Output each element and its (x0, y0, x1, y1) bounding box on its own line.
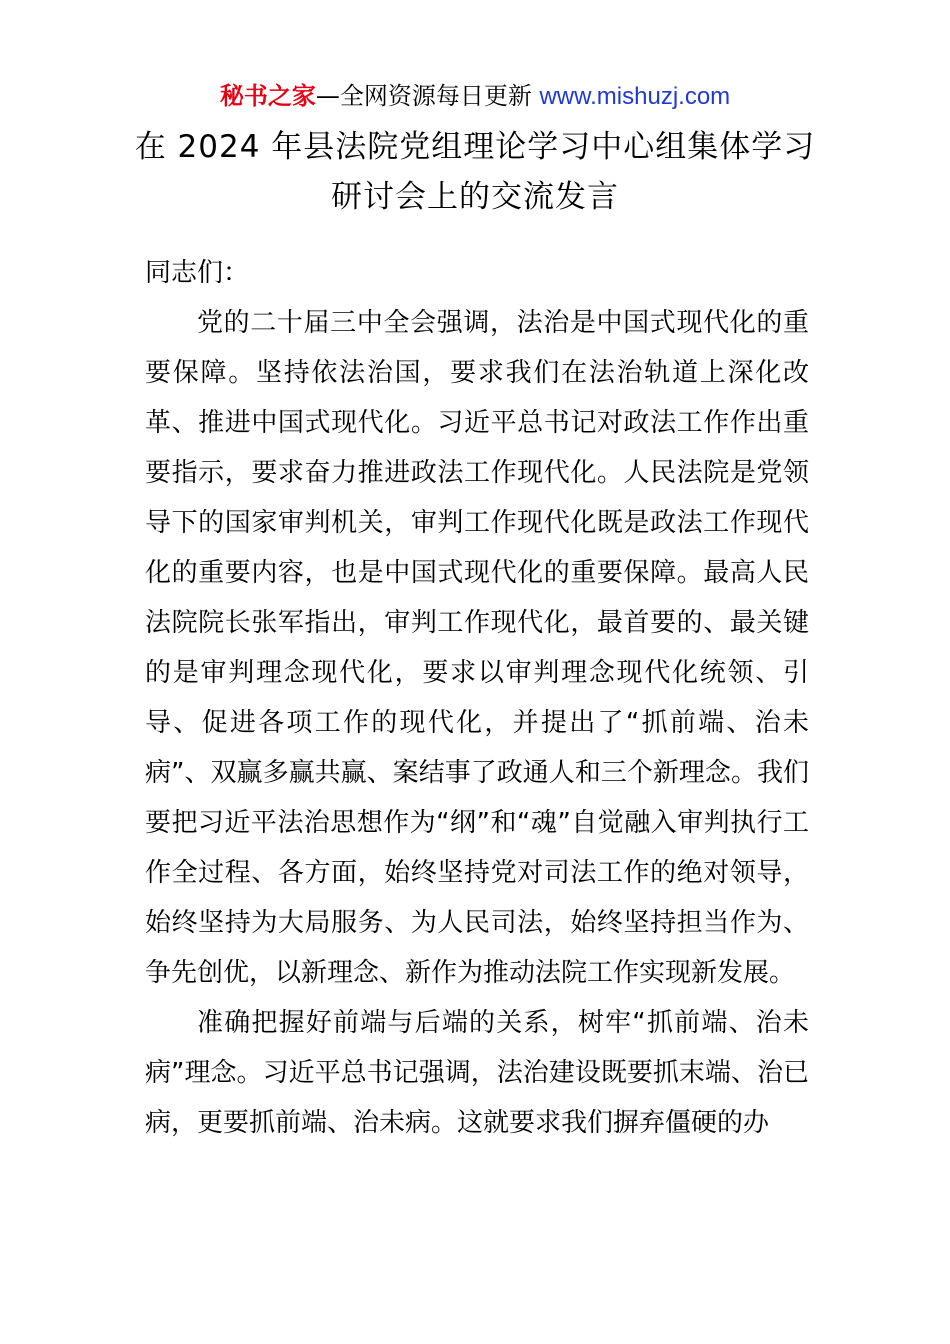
site-header (0, 78, 950, 115)
paragraph-1: 党的二十届三中全会强调，法治是中国式现代化的重要保障。坚持依法治国，要求我们在法治轨道上深化改革、推进中国式现代化。习近平总书记对政法工作作出重要指示，要求奋力推进政法工作现代化。人民法院是党领导下的国家审判机关，审判工作现代化既是政法工作现代化的重要内容，也是中国式现代化的重要保障。最高人民法院院长张军指出，审判工作现代化，最首要的、最关键的是审判理念现代化，要求以审判理念现代化统领、引导、促进各项工作的现代化，并提出了“抓前端、治未病”、双赢多赢共赢、案结事了政通人和三个新理念。我们要把习近平法治思想作为“纲”和“魂”自觉融入审判执行工作全过程、各方面，始终坚持党对司法工作的绝对领导，始终坚持为大局服务、为人民司法，始终坚持担当作为、争先创优，以新理念、新作为推动法院工作实现新发展。 (145, 308, 809, 988)
site-url[interactable]: www.mishuzj.com (539, 83, 731, 110)
paragraph-2: 准确把握好前端与后端的关系，树牢“抓前端、治未病”理念。习近平总书记强调，法治建设既要抓末端、治已病，更要抓前端、治未病。这就要求我们摒弃僵硬的办 (145, 1008, 809, 1138)
document-title-line-1: 在 2024 年县法院党组理论学习中心组集体学习 (134, 129, 816, 165)
site-tagline: —全网资源每日更新 (315, 82, 532, 110)
document-body (145, 248, 809, 1148)
document-title-line-2: 研讨会上的交流发言 (331, 179, 619, 215)
site-brand: 秘书之家 (219, 82, 316, 110)
document-title (120, 122, 830, 222)
salutation: 同志们： (145, 258, 250, 288)
